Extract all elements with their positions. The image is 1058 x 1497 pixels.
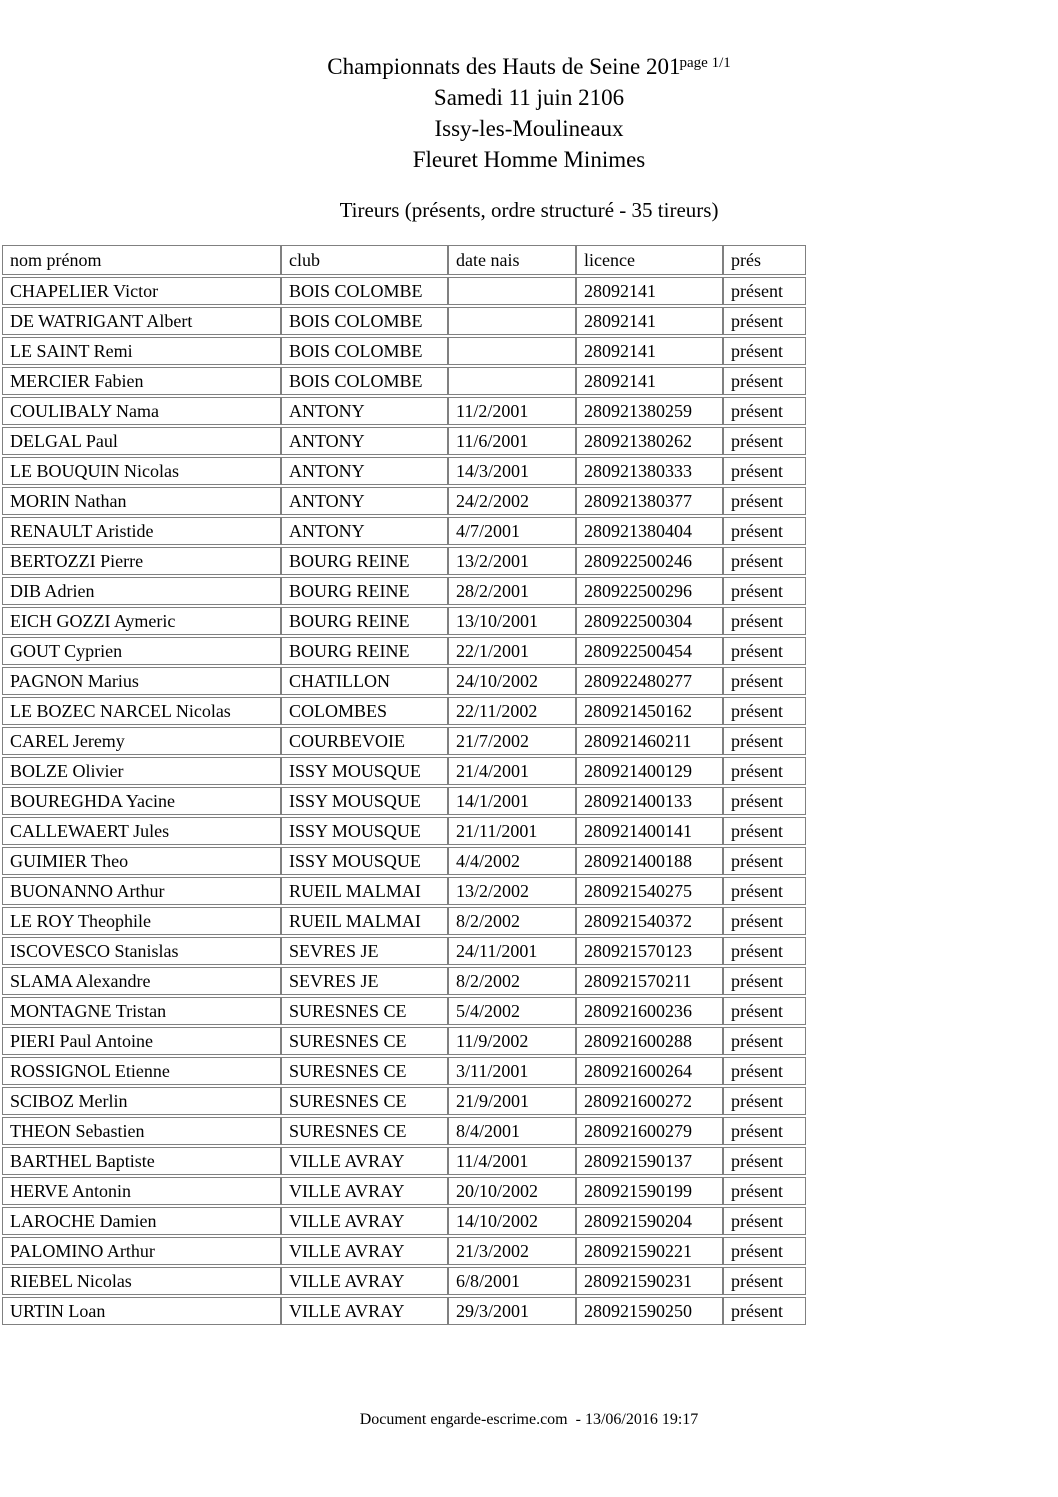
cell-presence: présent	[723, 697, 806, 725]
cell-licence: 280921600288	[576, 1027, 723, 1055]
cell-licence: 280921590231	[576, 1267, 723, 1295]
event-date: Samedi 11 juin 2106	[433, 85, 625, 110]
cell-licence: 280921600236	[576, 997, 723, 1025]
cell-name: CHAPELIER Victor	[2, 277, 281, 305]
cell-club: ANTONY	[281, 457, 448, 485]
cell-club: VILLE AVRAY	[281, 1237, 448, 1265]
cell-name: DIB Adrien	[2, 577, 281, 605]
table-row	[2, 577, 806, 605]
cell-club: BOIS COLOMBE	[281, 367, 448, 395]
table-row	[2, 697, 806, 725]
cell-name: RIEBEL Nicolas	[2, 1267, 281, 1295]
cell-licence: 280921600279	[576, 1117, 723, 1145]
table-row	[2, 517, 806, 545]
document-title-line	[0, 48, 1058, 82]
cell-presence: présent	[723, 817, 806, 845]
table-row	[2, 277, 806, 305]
table-row	[2, 1207, 806, 1235]
cell-birthdate: 11/2/2001	[448, 397, 576, 425]
table-row	[2, 607, 806, 635]
cell-licence: 28092141	[576, 337, 723, 365]
document-title: Championnats des Hauts de Seine 201	[327, 54, 681, 79]
cell-name: DE WATRIGANT Albert	[2, 307, 281, 335]
table-row	[2, 1057, 806, 1085]
cell-name: MORIN Nathan	[2, 487, 281, 515]
cell-presence: présent	[723, 1297, 806, 1325]
table-row	[2, 817, 806, 845]
cell-birthdate: 13/2/2002	[448, 877, 576, 905]
cell-name: MERCIER Fabien	[2, 367, 281, 395]
table-row	[2, 967, 806, 995]
cell-name: HERVE Antonin	[2, 1177, 281, 1205]
cell-licence: 280921380404	[576, 517, 723, 545]
cell-name: LE SAINT Remi	[2, 337, 281, 365]
cell-presence: présent	[723, 517, 806, 545]
cell-birthdate: 22/1/2001	[448, 637, 576, 665]
cell-presence: présent	[723, 277, 806, 305]
event-category: Fleuret Homme Minimes	[412, 147, 646, 172]
cell-birthdate: 8/2/2002	[448, 907, 576, 935]
header-date-nais: date nais	[448, 245, 576, 275]
cell-club: ISSY MOUSQUE	[281, 817, 448, 845]
cell-birthdate: 21/4/2001	[448, 757, 576, 785]
cell-presence: présent	[723, 607, 806, 635]
cell-club: CHATILLON	[281, 667, 448, 695]
cell-name: SCIBOZ Merlin	[2, 1087, 281, 1115]
cell-birthdate: 29/3/2001	[448, 1297, 576, 1325]
cell-licence: 280921380259	[576, 397, 723, 425]
cell-birthdate: 24/2/2002	[448, 487, 576, 515]
cell-name: PALOMINO Arthur	[2, 1237, 281, 1265]
cell-birthdate: 21/11/2001	[448, 817, 576, 845]
cell-club: COLOMBES	[281, 697, 448, 725]
cell-presence: présent	[723, 967, 806, 995]
cell-club: SEVRES JE	[281, 937, 448, 965]
cell-presence: présent	[723, 1057, 806, 1085]
cell-presence: présent	[723, 757, 806, 785]
cell-club: BOIS COLOMBE	[281, 337, 448, 365]
cell-birthdate: 11/9/2002	[448, 1027, 576, 1055]
cell-club: COURBEVOIE	[281, 727, 448, 755]
table-row	[2, 727, 806, 755]
cell-birthdate: 14/10/2002	[448, 1207, 576, 1235]
cell-licence: 280921400141	[576, 817, 723, 845]
table-row	[2, 1117, 806, 1145]
page-number-label: page 1/1	[679, 55, 731, 71]
table-row	[2, 757, 806, 785]
table-row	[2, 907, 806, 935]
cell-name: PIERI Paul Antoine	[2, 1027, 281, 1055]
cell-birthdate: 22/11/2002	[448, 697, 576, 725]
cell-birthdate	[448, 307, 576, 335]
header-pres: prés	[723, 245, 806, 275]
table-row	[2, 1297, 806, 1325]
table-row	[2, 667, 806, 695]
cell-birthdate	[448, 337, 576, 365]
cell-licence: 280921600272	[576, 1087, 723, 1115]
cell-club: VILLE AVRAY	[281, 1297, 448, 1325]
cell-licence: 280921570123	[576, 937, 723, 965]
cell-licence: 280921590137	[576, 1147, 723, 1175]
cell-name: BARTHEL Baptiste	[2, 1147, 281, 1175]
cell-licence: 280921380377	[576, 487, 723, 515]
cell-presence: présent	[723, 877, 806, 905]
cell-club: VILLE AVRAY	[281, 1147, 448, 1175]
cell-name: SLAMA Alexandre	[2, 967, 281, 995]
fencers-table	[2, 243, 806, 1327]
cell-club: SURESNES CE	[281, 1117, 448, 1145]
cell-club: ISSY MOUSQUE	[281, 847, 448, 875]
document-footer: Document engarde-escrime.com - 13/06/2016 19:17	[359, 1411, 699, 1428]
cell-licence: 280922500246	[576, 547, 723, 575]
cell-licence: 280921400133	[576, 787, 723, 815]
table-row	[2, 307, 806, 335]
cell-presence: présent	[723, 1237, 806, 1265]
cell-name: LE BOZEC NARCEL Nicolas	[2, 697, 281, 725]
cell-presence: présent	[723, 487, 806, 515]
cell-club: RUEIL MALMAI	[281, 907, 448, 935]
table-row	[2, 637, 806, 665]
fencers-table-body	[2, 277, 806, 1325]
table-row	[2, 457, 806, 485]
cell-licence: 280922480277	[576, 667, 723, 695]
cell-club: VILLE AVRAY	[281, 1207, 448, 1235]
table-row	[2, 997, 806, 1025]
cell-presence: présent	[723, 337, 806, 365]
event-location: Issy-les-Moulineaux	[434, 116, 624, 141]
cell-club: SURESNES CE	[281, 1027, 448, 1055]
cell-licence: 280921540372	[576, 907, 723, 935]
cell-presence: présent	[723, 847, 806, 875]
cell-licence: 280921570211	[576, 967, 723, 995]
cell-name: LAROCHE Damien	[2, 1207, 281, 1235]
cell-birthdate: 13/10/2001	[448, 607, 576, 635]
cell-birthdate: 21/9/2001	[448, 1087, 576, 1115]
cell-licence: 28092141	[576, 307, 723, 335]
cell-licence: 280922500296	[576, 577, 723, 605]
cell-birthdate: 8/4/2001	[448, 1117, 576, 1145]
cell-presence: présent	[723, 1117, 806, 1145]
cell-birthdate: 28/2/2001	[448, 577, 576, 605]
cell-name: ROSSIGNOL Etienne	[2, 1057, 281, 1085]
cell-presence: présent	[723, 937, 806, 965]
cell-birthdate: 13/2/2001	[448, 547, 576, 575]
table-row	[2, 1087, 806, 1115]
cell-presence: présent	[723, 397, 806, 425]
cell-name: CALLEWAERT Jules	[2, 817, 281, 845]
cell-presence: présent	[723, 907, 806, 935]
table-row	[2, 367, 806, 395]
cell-presence: présent	[723, 997, 806, 1025]
cell-club: ISSY MOUSQUE	[281, 757, 448, 785]
cell-birthdate: 11/6/2001	[448, 427, 576, 455]
cell-presence: présent	[723, 637, 806, 665]
cell-presence: présent	[723, 667, 806, 695]
cell-name: BOLZE Olivier	[2, 757, 281, 785]
cell-licence: 280921400129	[576, 757, 723, 785]
table-row	[2, 1027, 806, 1055]
cell-licence: 280922500304	[576, 607, 723, 635]
cell-name: BERTOZZI Pierre	[2, 547, 281, 575]
cell-licence: 280921590221	[576, 1237, 723, 1265]
cell-club: RUEIL MALMAI	[281, 877, 448, 905]
cell-presence: présent	[723, 1207, 806, 1235]
cell-licence: 280921600264	[576, 1057, 723, 1085]
cell-club: BOURG REINE	[281, 547, 448, 575]
cell-name: GUIMIER Theo	[2, 847, 281, 875]
cell-name: GOUT Cyprien	[2, 637, 281, 665]
cell-birthdate: 14/3/2001	[448, 457, 576, 485]
cell-club: ANTONY	[281, 487, 448, 515]
cell-licence: 28092141	[576, 277, 723, 305]
header-nom-prenom: nom prénom	[2, 245, 281, 275]
table-row	[2, 1147, 806, 1175]
cell-licence: 280921450162	[576, 697, 723, 725]
cell-name: THEON Sebastien	[2, 1117, 281, 1145]
fencers-table-head	[2, 245, 806, 275]
table-row	[2, 337, 806, 365]
cell-presence: présent	[723, 1147, 806, 1175]
cell-name: MONTAGNE Tristan	[2, 997, 281, 1025]
cell-name: COULIBALY Nama	[2, 397, 281, 425]
cell-presence: présent	[723, 577, 806, 605]
cell-club: SURESNES CE	[281, 997, 448, 1025]
cell-licence: 280921590204	[576, 1207, 723, 1235]
cell-birthdate: 21/7/2002	[448, 727, 576, 755]
cell-licence: 280921400188	[576, 847, 723, 875]
cell-birthdate: 4/7/2001	[448, 517, 576, 545]
table-row	[2, 1267, 806, 1295]
cell-licence: 280921540275	[576, 877, 723, 905]
table-row	[2, 877, 806, 905]
cell-club: BOURG REINE	[281, 607, 448, 635]
cell-club: SURESNES CE	[281, 1087, 448, 1115]
cell-licence: 280921460211	[576, 727, 723, 755]
cell-licence: 280922500454	[576, 637, 723, 665]
cell-club: SURESNES CE	[281, 1057, 448, 1085]
cell-presence: présent	[723, 547, 806, 575]
cell-name: BOUREGHDA Yacine	[2, 787, 281, 815]
document-header	[0, 0, 1058, 175]
table-header-row	[2, 245, 806, 275]
cell-name: BUONANNO Arthur	[2, 877, 281, 905]
cell-name: DELGAL Paul	[2, 427, 281, 455]
cell-birthdate: 4/4/2002	[448, 847, 576, 875]
cell-name: EICH GOZZI Aymeric	[2, 607, 281, 635]
cell-birthdate: 11/4/2001	[448, 1147, 576, 1175]
cell-presence: présent	[723, 427, 806, 455]
cell-birthdate: 14/1/2001	[448, 787, 576, 815]
cell-birthdate: 24/10/2002	[448, 667, 576, 695]
cell-club: ANTONY	[281, 427, 448, 455]
cell-licence: 280921380333	[576, 457, 723, 485]
section-title: Tireurs (présents, ordre structuré - 35 tireurs)	[339, 198, 719, 222]
cell-birthdate	[448, 277, 576, 305]
table-row	[2, 1237, 806, 1265]
cell-presence: présent	[723, 1267, 806, 1295]
cell-licence: 28092141	[576, 367, 723, 395]
table-row	[2, 487, 806, 515]
cell-club: VILLE AVRAY	[281, 1177, 448, 1205]
cell-presence: présent	[723, 727, 806, 755]
table-row	[2, 787, 806, 815]
cell-club: BOIS COLOMBE	[281, 307, 448, 335]
cell-presence: présent	[723, 1177, 806, 1205]
cell-club: ANTONY	[281, 397, 448, 425]
cell-licence: 280921380262	[576, 427, 723, 455]
cell-club: VILLE AVRAY	[281, 1267, 448, 1295]
cell-club: ISSY MOUSQUE	[281, 787, 448, 815]
cell-club: BOURG REINE	[281, 637, 448, 665]
cell-birthdate: 3/11/2001	[448, 1057, 576, 1085]
cell-name: PAGNON Marius	[2, 667, 281, 695]
table-row	[2, 937, 806, 965]
cell-club: ANTONY	[281, 517, 448, 545]
cell-name: RENAULT Aristide	[2, 517, 281, 545]
header-club: club	[281, 245, 448, 275]
cell-name: LE ROY Theophile	[2, 907, 281, 935]
cell-birthdate: 24/11/2001	[448, 937, 576, 965]
table-row	[2, 847, 806, 875]
cell-club: BOIS COLOMBE	[281, 277, 448, 305]
cell-presence: présent	[723, 1027, 806, 1055]
cell-name: CAREL Jeremy	[2, 727, 281, 755]
cell-club: BOURG REINE	[281, 577, 448, 605]
cell-birthdate: 5/4/2002	[448, 997, 576, 1025]
cell-name: URTIN Loan	[2, 1297, 281, 1325]
cell-birthdate: 21/3/2002	[448, 1237, 576, 1265]
cell-birthdate	[448, 367, 576, 395]
table-row	[2, 427, 806, 455]
cell-presence: présent	[723, 307, 806, 335]
cell-club: SEVRES JE	[281, 967, 448, 995]
cell-presence: présent	[723, 787, 806, 815]
table-row	[2, 397, 806, 425]
cell-licence: 280921590199	[576, 1177, 723, 1205]
cell-presence: présent	[723, 367, 806, 395]
cell-name: ISCOVESCO Stanislas	[2, 937, 281, 965]
cell-name: LE BOUQUIN Nicolas	[2, 457, 281, 485]
cell-presence: présent	[723, 1087, 806, 1115]
cell-presence: présent	[723, 457, 806, 485]
cell-birthdate: 8/2/2002	[448, 967, 576, 995]
table-row	[2, 547, 806, 575]
table-row	[2, 1177, 806, 1205]
cell-licence: 280921590250	[576, 1297, 723, 1325]
cell-birthdate: 20/10/2002	[448, 1177, 576, 1205]
cell-birthdate: 6/8/2001	[448, 1267, 576, 1295]
header-licence: licence	[576, 245, 723, 275]
